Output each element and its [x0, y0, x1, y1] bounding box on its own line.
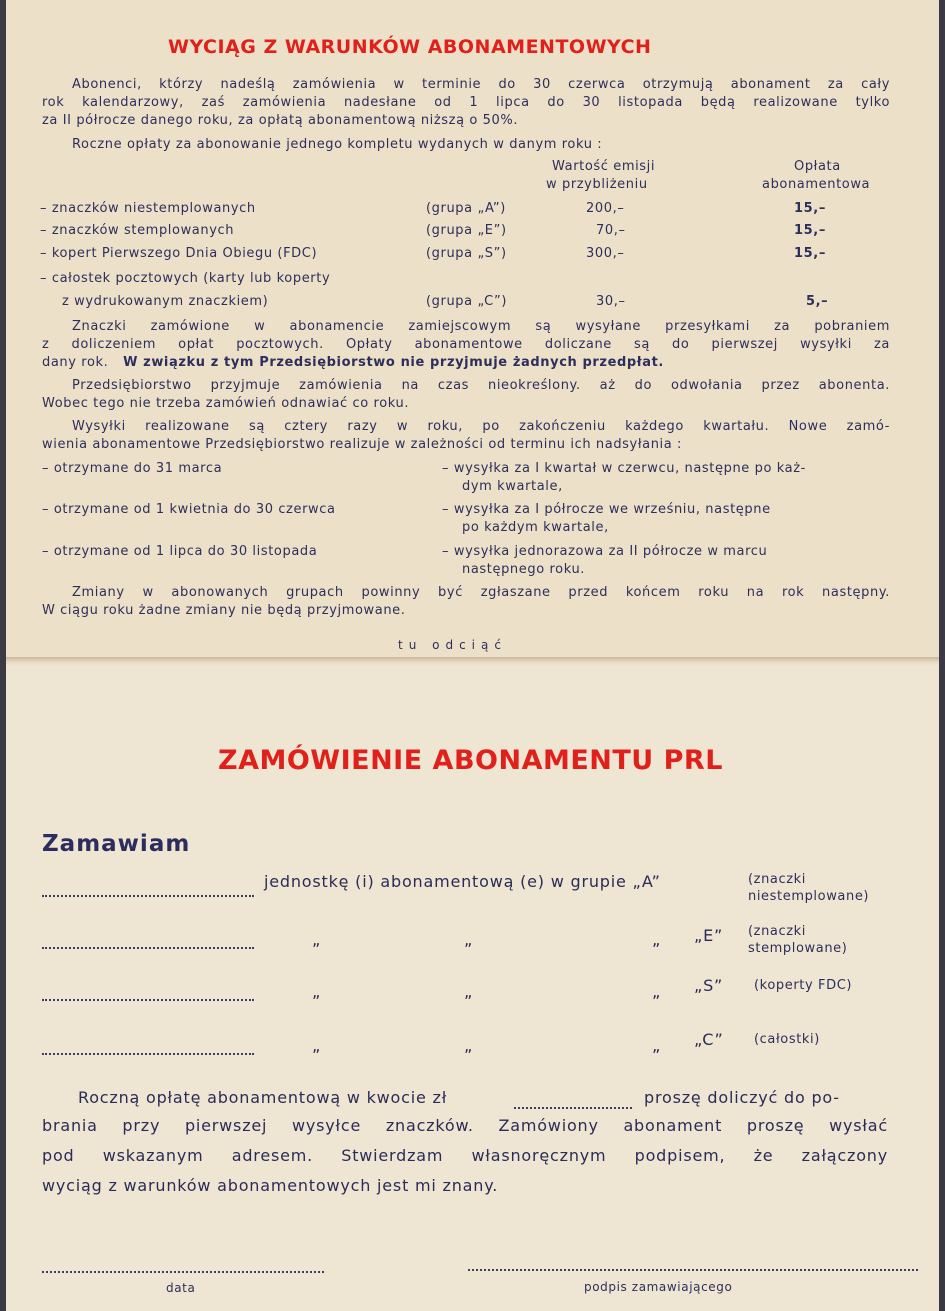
order-form-sheet: [6, 0, 939, 1311]
col-fee-header-1: Opłata: [794, 159, 841, 174]
fee-line-2: brania przy pierwszej wysyłce znaczków. Zamówiony abonament proszę wysłać: [42, 1116, 888, 1135]
ditto-mark: „: [652, 982, 662, 1001]
indefinite-line-2: Wobec tego nie trzeba zamówień odnawiać co roku.: [42, 396, 410, 411]
intro-line-1: Abonenci, którzy nadeślą zamówienia w terminie do 30 czerwca otrzymują abonament za cały: [72, 77, 890, 92]
group-A-desc-1: (znaczki: [748, 872, 807, 887]
cod-line-3: [42, 354, 664, 372]
fee-amount-field[interactable]: [514, 1107, 632, 1109]
fee-text-a: Roczną opłatę abonamentową w kwocie zł: [78, 1088, 448, 1107]
changes-line-1: Zmiany w abonowanych grupach powinny być zgłaszane przed końcem roku na rok następny.: [72, 585, 890, 600]
fee-row-1-group: (grupa „A”): [426, 201, 506, 216]
date-label: data: [166, 1281, 196, 1295]
terms-section: [6, 0, 939, 657]
fee-row-4-item-cont: z wydrukowanym znaczkiem): [62, 294, 269, 309]
indefinite-line-1: Przedsiębiorstwo przyjmuje zamówienia na czas nieokreślony. aż do odwołania przez abonenta.: [72, 378, 890, 393]
shipping-line-2: wienia abonamentowe Przedsiębiorstwo realizuje w zależności od terminu ich nadsyłania :: [42, 437, 683, 452]
fee-row-4-fee: 5,–: [806, 294, 829, 309]
shipping-line-1: Wysyłki realizowane są cztery razy w roku, po zakończeniu każdego kwartału. Nowe zamó-: [72, 419, 890, 434]
group-S-desc: (koperty FDC): [754, 978, 853, 993]
ditto-mark: „: [652, 1036, 662, 1055]
group-E-desc-1: (znaczki: [748, 924, 807, 939]
cod-line-2: z doliczeniem opłat pocztowych. Opłaty abonamentowe doliczane są do pierwszej wysyłki za: [42, 337, 890, 352]
group-E-desc-2: stemplowane): [748, 941, 848, 956]
schedule-1-ship-cont: dym kwartale,: [462, 479, 563, 494]
quantity-field-A[interactable]: [42, 895, 254, 897]
signature-label: podpis zamawiającego: [584, 1280, 733, 1294]
schedule-1-received: – otrzymane do 31 marca: [42, 461, 223, 476]
group-A-desc-2: niestemplowane): [748, 889, 870, 904]
order-line-A-text: jednostkę (i) abonamentową (e) w grupie „A”: [264, 872, 661, 891]
ditto-mark: „: [464, 930, 474, 949]
fee-row-3-fee: 15,–: [794, 246, 826, 261]
terms-title: WYCIĄG Z WARUNKÓW ABONAMENTOWYCH: [168, 36, 652, 58]
group-C-code: „C”: [694, 1030, 724, 1049]
fee-row-2-value: 70,–: [596, 223, 626, 238]
intro-line-3: za II półrocze danego roku, za opłatą abonamentową niższą o 50%.: [42, 113, 519, 128]
fee-row-1-value: 200,–: [586, 201, 625, 216]
schedule-3-ship: – wysyłka jednorazowa za II półrocze w marcu: [442, 544, 768, 559]
fee-row-4-value: 30,–: [596, 294, 626, 309]
group-E-code: „E”: [694, 926, 724, 945]
changes-line-2: W ciągu roku żadne zmiany nie będą przyjmowane.: [42, 603, 406, 618]
col-fee-header-2: abonamentowa: [762, 177, 871, 192]
schedule-3-received: – otrzymane od 1 lipca do 30 listopada: [42, 544, 318, 559]
fee-row-1-item: – znaczków niestemplowanych: [40, 201, 256, 216]
fee-row-2-group: (grupa „E”): [426, 223, 507, 238]
quantity-field-S[interactable]: [42, 999, 254, 1001]
fee-text-b: proszę doliczyć do po-: [644, 1088, 840, 1107]
quantity-field-E[interactable]: [42, 947, 254, 949]
fee-row-3-value: 300,–: [586, 246, 625, 261]
ditto-mark: „: [312, 982, 322, 1001]
fee-row-1-fee: 15,–: [794, 201, 826, 216]
cod-line-3-text: dany rok.: [42, 355, 109, 370]
date-field[interactable]: [42, 1271, 324, 1273]
order-title: ZAMÓWIENIE ABONAMENTU PRL: [218, 745, 723, 776]
fee-row-3-group: (grupa „S”): [426, 246, 507, 261]
cod-line-1: Znaczki zamówione w abonamencie zamiejscowym są wysyłane przesyłkami za pobraniem: [72, 319, 890, 334]
cut-here-label: tu odciąć: [398, 638, 507, 652]
group-S-code: „S”: [694, 976, 724, 995]
fee-row-2-item: – znaczków stemplowanych: [40, 223, 235, 238]
fee-row-2-fee: 15,–: [794, 223, 826, 238]
fees-intro: Roczne opłaty za abonowanie jednego kompletu wydanych w danym roku :: [72, 137, 603, 152]
fee-row-4-item: – całostek pocztowych (karty lub koperty: [40, 271, 331, 286]
fold-line: [6, 657, 939, 665]
order-word: Zamawiam: [42, 831, 191, 857]
quantity-field-C[interactable]: [42, 1053, 254, 1055]
ditto-mark: „: [652, 930, 662, 949]
ditto-mark: „: [464, 982, 474, 1001]
ditto-mark: „: [464, 1036, 474, 1055]
fee-line-3: pod wskazanym adresem. Stwierdzam własnoręcznym podpisem, że załączony: [42, 1146, 888, 1165]
schedule-2-ship-cont: po każdym kwartale,: [462, 520, 609, 535]
fee-line-4: wyciąg z warunków abonamentowych jest mi znany.: [42, 1176, 499, 1195]
intro-line-2: rok kalendarzowy, zaś zamówienia nadesłane od 1 lipca do 30 listopada będą realizowane tylko: [42, 95, 890, 110]
fee-row-3-item: – kopert Pierwszego Dnia Obiegu (FDC): [40, 246, 318, 261]
schedule-3-ship-cont: następnego roku.: [462, 562, 586, 577]
ditto-mark: „: [312, 1036, 322, 1055]
schedule-2-ship: – wysyłka za I półrocze we wrześniu, następne: [442, 502, 771, 517]
order-section: [6, 665, 939, 1311]
signature-field[interactable]: [468, 1269, 918, 1271]
no-prepayment-note: W związku z tym Przedsiębiorstwo nie przyjmuje żadnych przedpłat.: [123, 355, 664, 370]
col-value-header-2: w przybliżeniu: [546, 177, 648, 192]
group-C-desc: (całostki): [754, 1032, 820, 1047]
schedule-2-received: – otrzymane od 1 kwietnia do 30 czerwca: [42, 502, 336, 517]
schedule-1-ship: – wysyłka za I kwartał w czerwcu, następne po każ-: [442, 461, 806, 476]
fee-row-4-group: (grupa „C”): [426, 294, 508, 309]
col-value-header-1: Wartość emisji: [552, 159, 656, 174]
ditto-mark: „: [312, 930, 322, 949]
